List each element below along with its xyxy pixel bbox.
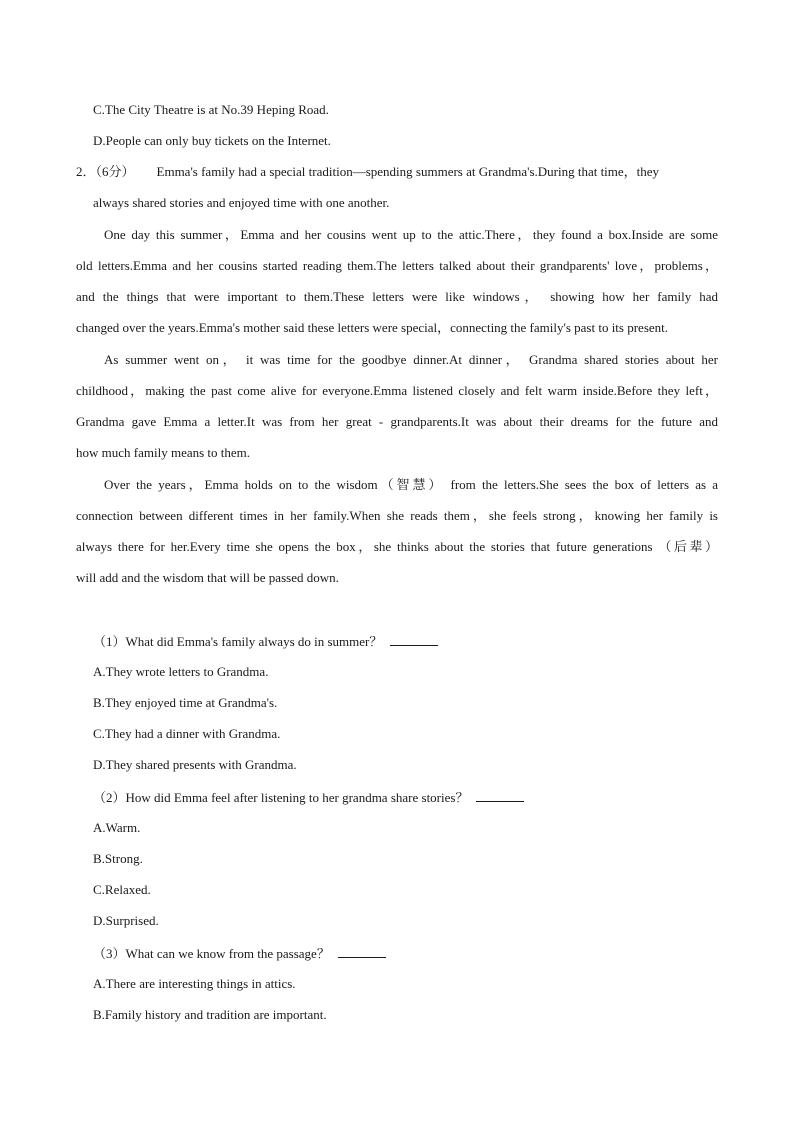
- passage-p4-line-4: will add and the wisdom that will be passed down.: [76, 570, 339, 585]
- sub-question-1-option-a: A.They wrote letters to Grandma.: [93, 664, 269, 679]
- passage-p3-line-3: Grandma gave Emma a letter.It was from her great - grandparents.It was about their dreams for the future and: [76, 414, 718, 429]
- sub-question-3-option-a: A.There are interesting things in attics.: [93, 976, 296, 991]
- passage-p3-line-1: As summer went on， it was time for the goodbye dinner.At dinner， Grandma shared stories about her: [104, 352, 718, 367]
- sub-question-1-option-c: C.They had a dinner with Grandma.: [93, 726, 281, 741]
- passage-p4-line-1: Over the years，Emma holds on to the wisdom（智慧） from the letters.She sees the box of letters as a: [104, 477, 718, 492]
- sub-question-2-option-c: C.Relaxed.: [93, 882, 151, 897]
- answer-blank[interactable]: [338, 945, 386, 958]
- sub-question-1-option-b: B.They enjoyed time at Grandma's.: [93, 695, 278, 710]
- answer-blank[interactable]: [476, 789, 524, 802]
- sub-question-stem: （2）How did Emma feel after listening to her grandma share stories？: [93, 790, 469, 805]
- passage-p2-line-2: old letters.Emma and her cousins started reading them.The letters talked about their grandparents' love，problems，: [76, 258, 718, 273]
- prev-option-c: C.The City Theatre is at No.39 Heping Road.: [93, 102, 329, 117]
- passage-p4-line-2: connection between different times in her family.When she reads them，she feels strong，knowing her family is: [76, 508, 718, 523]
- sub-question-2-option-d: D.Surprised.: [93, 913, 159, 928]
- passage-intro-line-2: always shared stories and enjoyed time with one another.: [93, 195, 390, 210]
- sub-question-stem: （3）What can we know from the passage？: [93, 946, 330, 961]
- answer-blank[interactable]: [390, 633, 438, 646]
- sub-question-1: [93, 633, 438, 650]
- question-number: 2．（6分）: [76, 164, 135, 179]
- prev-option-d: D.People can only buy tickets on the Internet.: [93, 133, 331, 148]
- passage-p3-line-4: how much family means to them.: [76, 445, 251, 460]
- sub-question-2-option-b: B.Strong.: [93, 851, 143, 866]
- sub-question-3-option-b: B.Family history and tradition are important.: [93, 1007, 327, 1022]
- passage-intro-line-1: Emma's family had a special tradition—spending summers at Grandma's.During that time，they: [156, 164, 660, 179]
- sub-question-1-option-d: D.They shared presents with Grandma.: [93, 757, 297, 772]
- passage-p2-line-1: One day this summer，Emma and her cousins went up to the attic.There，they found a box.Inside are some: [104, 227, 718, 242]
- passage-p4-line-3: always there for her.Every time she opens the box，she thinks about the stories that future generations （后辈）: [76, 539, 718, 554]
- passage-p2-line-3: and the things that were important to them.These letters were like windows， showing how her family had: [76, 289, 718, 304]
- sub-question-2: [93, 789, 524, 806]
- sub-question-stem: （1）What did Emma's family always do in summer？: [93, 634, 383, 649]
- passage-p3-line-2: childhood，making the past come alive for everyone.Emma listened closely and felt warm inside.Before they left，: [76, 383, 718, 398]
- question-2-header: [76, 164, 718, 180]
- passage-p2-line-4: changed over the years.Emma's mother said these letters were special，connecting the family's past to its present.: [76, 320, 669, 335]
- sub-question-2-option-a: A.Warm.: [93, 820, 141, 835]
- sub-question-3: [93, 945, 386, 962]
